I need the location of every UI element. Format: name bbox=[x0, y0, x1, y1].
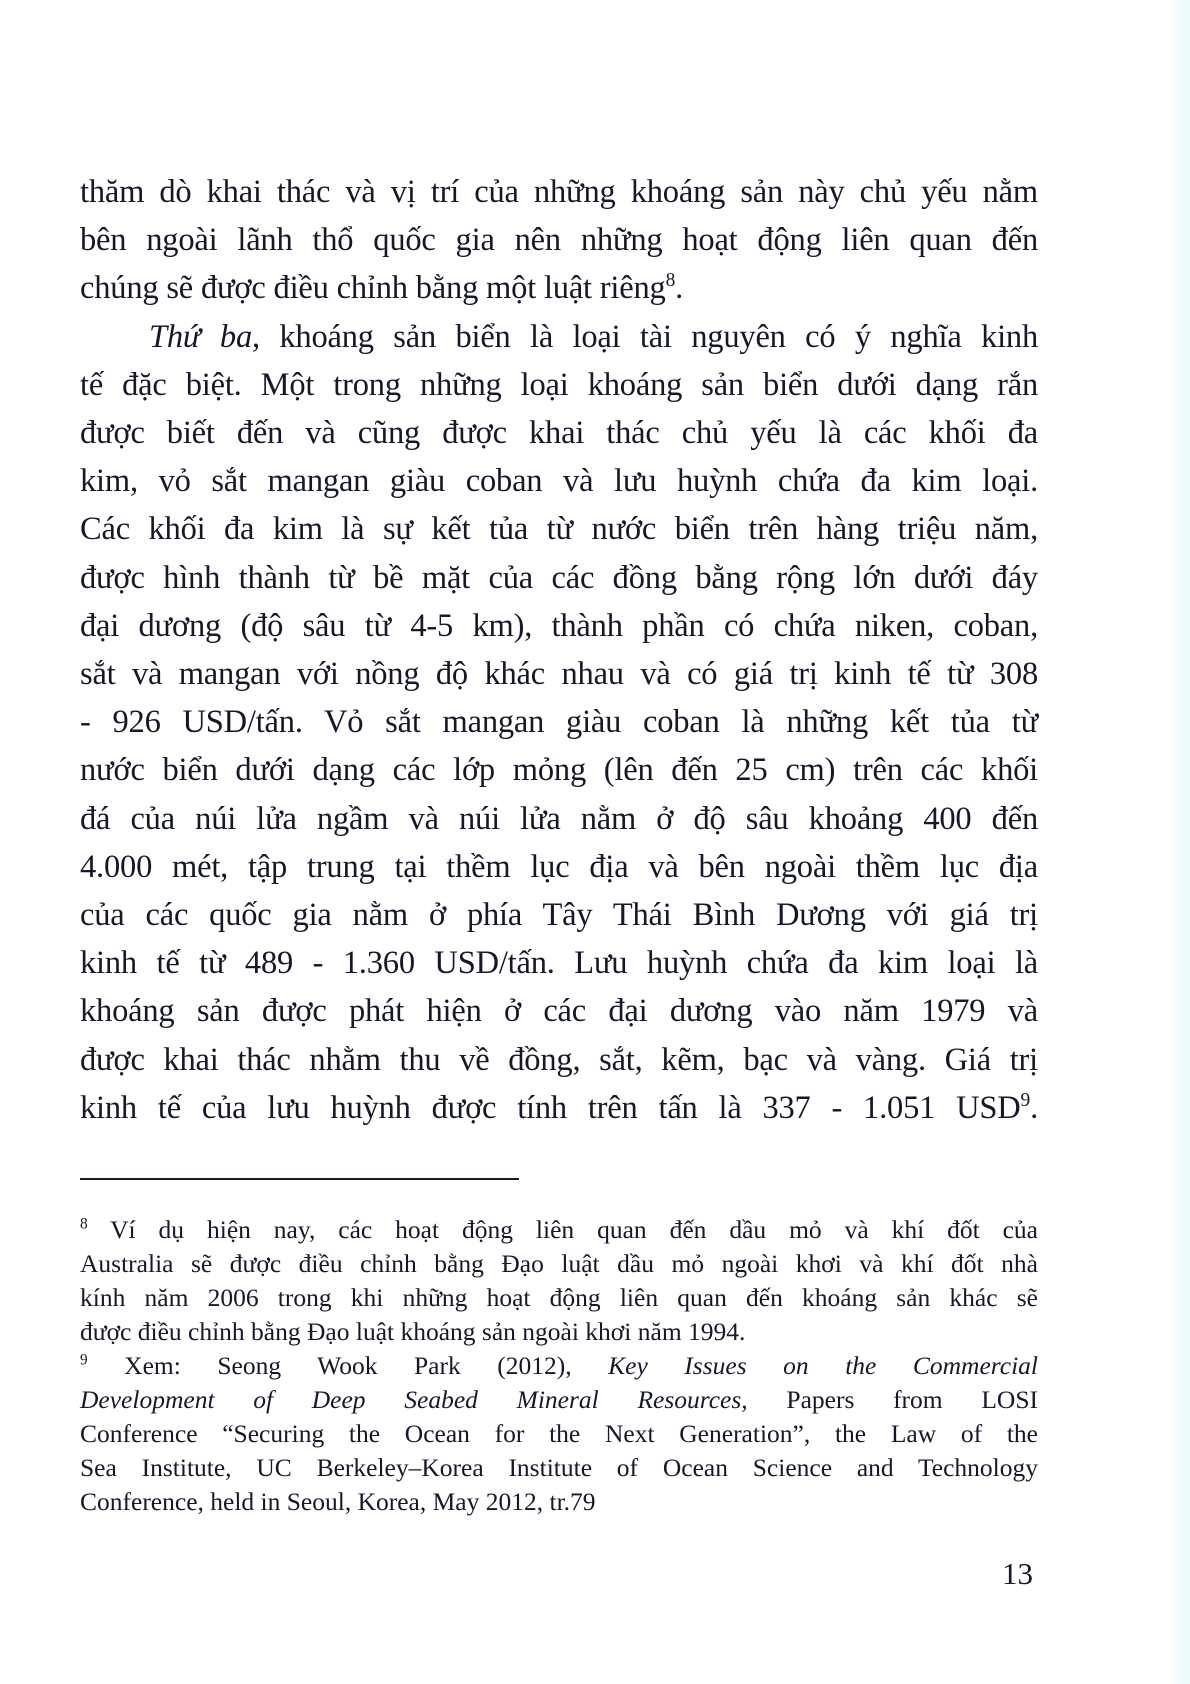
footnote-number: 9 bbox=[80, 1351, 88, 1369]
text-line-content: kinh tế của lưu huỳnh được tính trên tấn là 337 - 1.051 USD bbox=[80, 1089, 1021, 1126]
text-line: thăm dò khai thác và vị trí của những khoáng sản này chủ yếu nằm bbox=[80, 174, 1038, 210]
text-line: đại dương (độ sâu từ 4-5 km), thành phần có chứa niken, coban, bbox=[80, 607, 1038, 644]
text-line: được hình thành từ bề mặt của các đồng bằng rộng lớn dưới đáy bbox=[80, 559, 1038, 596]
footnote-9 bbox=[80, 1349, 1038, 1519]
footnote-text: Ví dụ hiện nay, các hoạt động liên quan đến dầu mỏ và khí đốt của bbox=[87, 1215, 1038, 1244]
footnote-ref-8[interactable]: 8 bbox=[665, 270, 676, 292]
footnote-line bbox=[80, 1349, 1038, 1383]
footnote-8 bbox=[80, 1213, 1038, 1349]
italic-lead: Thứ ba bbox=[149, 318, 252, 355]
text-line bbox=[80, 264, 1038, 312]
page-edge-shadow bbox=[1172, 0, 1190, 1684]
footnote-line: kính năm 2006 trong khi những hoạt động liên quan đến khoáng sản khác sẽ bbox=[80, 1283, 1038, 1312]
footnote-line: Conference, held in Seoul, Korea, May 2012, tr.79 bbox=[80, 1487, 596, 1516]
footnote-line: Australia sẽ được điều chỉnh bằng Đạo luật dầu mỏ ngoài khơi và khí đốt nhà bbox=[80, 1249, 1038, 1278]
punctuation: . bbox=[675, 270, 684, 307]
text-line: kinh tế từ 489 - 1.360 USD/tấn. Lưu huỳnh chứa đa kim loại là bbox=[80, 945, 1038, 982]
text-line: - 926 USD/tấn. Vỏ sắt mangan giàu coban là những kết tủa từ bbox=[80, 704, 1038, 741]
footnote-text: Papers from LOSI bbox=[747, 1385, 1039, 1414]
text-line: 4.000 mét, tập trung tại thềm lục địa và bên ngoài thềm lục địa bbox=[80, 848, 1038, 885]
paragraph-thu-ba bbox=[80, 313, 1038, 1132]
text-line bbox=[80, 1084, 1038, 1132]
text-line: được khai thác nhằm thu về đồng, sắt, kẽm, bạc và vàng. Giá trị bbox=[80, 1041, 1038, 1078]
footnote-line: được điều chỉnh bằng Đạo luật khoáng sản ngoài khơi năm 1994. bbox=[80, 1317, 746, 1346]
page-number: 13 bbox=[1002, 1556, 1033, 1591]
text-line: sắt và mangan với nồng độ khác nhau và có giá trị kinh tế từ 308 bbox=[80, 656, 1038, 693]
footnote-line: Sea Institute, UC Berkeley–Korea Institute of Ocean Science and Technology bbox=[80, 1453, 1038, 1482]
text-line: bên ngoài lãnh thổ quốc gia nên những hoạt động liên quan đến bbox=[80, 222, 1038, 259]
text-line: Các khối đa kim là sự kết tủa từ nước biển trên hàng triệu năm, bbox=[80, 511, 1038, 548]
footnote-text: Xem: Seong Wook Park (2012), bbox=[87, 1351, 609, 1380]
text-line: được biết đến và cũng được khai thác chủ yếu là các khối đa bbox=[80, 415, 1038, 452]
body-text bbox=[80, 168, 1038, 1132]
footnote-number: 8 bbox=[80, 1215, 88, 1233]
text-line bbox=[80, 313, 1038, 361]
citation-title: Key Issues on the Commercial bbox=[608, 1351, 1038, 1380]
footnotes bbox=[80, 1213, 1038, 1519]
punctuation: . bbox=[1030, 1089, 1038, 1126]
text-line: nước biển dưới dạng các lớp mỏng (lên đến 25 cm) trên các khối bbox=[80, 752, 1038, 789]
text-line: khoáng sản được phát hiện ở các đại dương vào năm 1979 và bbox=[80, 993, 1038, 1030]
footnote-line bbox=[80, 1213, 1038, 1247]
text-line-content: chúng sẽ được điều chỉnh bằng một luật riêng bbox=[80, 270, 666, 307]
citation-title: Development of Deep Seabed Mineral Resources, bbox=[80, 1385, 748, 1414]
footnote-separator bbox=[80, 1178, 519, 1180]
footnote-ref-9[interactable]: 9 bbox=[1020, 1090, 1031, 1112]
text-line: đá của núi lửa ngầm và núi lửa nằm ở độ sâu khoảng 400 đến bbox=[80, 800, 1038, 837]
footnote-line: Conference “Securing the Ocean for the Next Generation”, the Law of the bbox=[80, 1419, 1038, 1448]
text-line: tế đặc biệt. Một trong những loại khoáng sản biển dưới dạng rắn bbox=[80, 366, 1038, 403]
text-line-content: , khoáng sản biển là loại tài nguyên có ý nghĩa kinh bbox=[252, 318, 1038, 355]
paragraph-continued bbox=[80, 168, 1038, 313]
footnote-line bbox=[80, 1383, 1038, 1417]
text-line: của các quốc gia nằm ở phía Tây Thái Bình Dương với giá trị bbox=[80, 897, 1038, 934]
text-line: kim, vỏ sắt mangan giàu coban và lưu huỳnh chứa đa kim loại. bbox=[80, 463, 1038, 500]
